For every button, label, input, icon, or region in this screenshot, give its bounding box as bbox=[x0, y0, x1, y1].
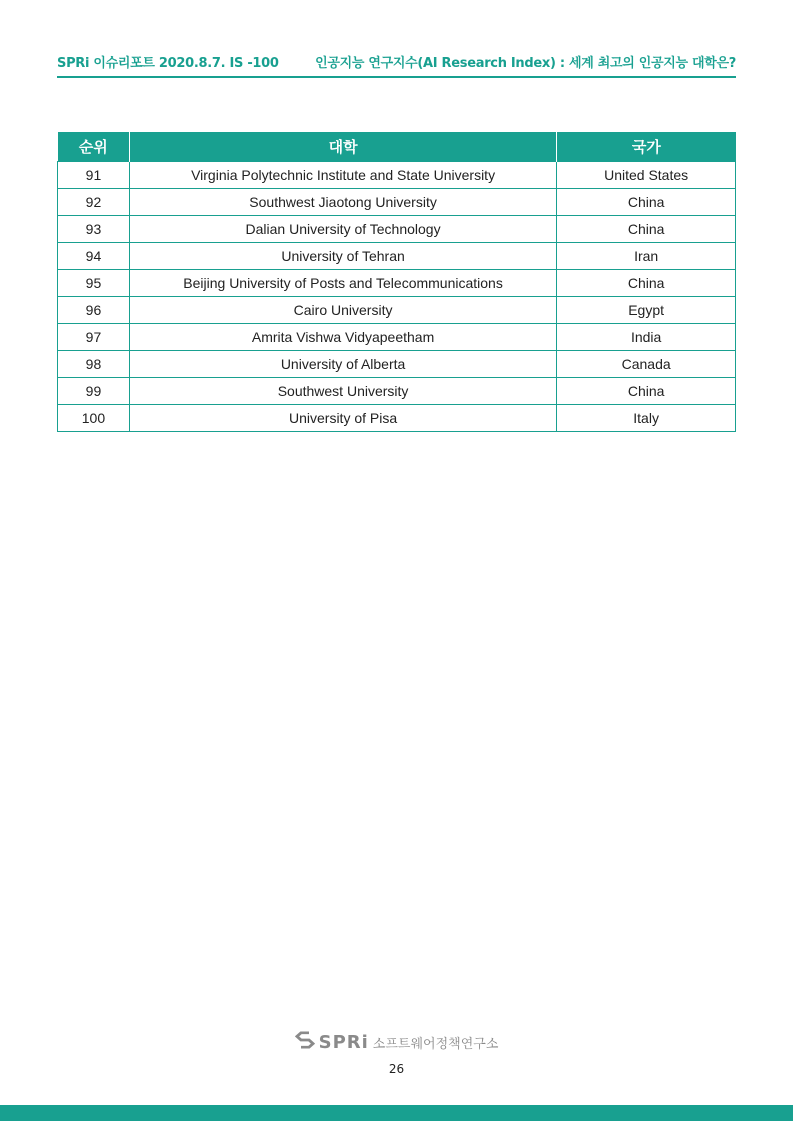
rank-cell: 100 bbox=[58, 405, 130, 432]
table-row bbox=[58, 405, 736, 432]
country-cell: India bbox=[557, 324, 736, 351]
column-header-country: 국가 bbox=[557, 132, 736, 162]
table-row bbox=[58, 162, 736, 189]
university-cell: Southwest Jiaotong University bbox=[129, 189, 556, 216]
university-cell: University of Alberta bbox=[129, 351, 556, 378]
table-row bbox=[58, 324, 736, 351]
rank-cell: 95 bbox=[58, 270, 130, 297]
table-row bbox=[58, 270, 736, 297]
country-cell: China bbox=[557, 189, 736, 216]
ranking-table bbox=[57, 132, 736, 432]
country-cell: China bbox=[557, 378, 736, 405]
table-header-row bbox=[58, 132, 736, 162]
rank-cell: 91 bbox=[58, 162, 130, 189]
table-row bbox=[58, 297, 736, 324]
university-cell: Amrita Vishwa Vidyapeetham bbox=[129, 324, 556, 351]
rank-cell: 98 bbox=[58, 351, 130, 378]
rank-cell: 92 bbox=[58, 189, 130, 216]
rank-cell: 97 bbox=[58, 324, 130, 351]
org-name: 소프트웨어정책연구소 bbox=[372, 1036, 499, 1052]
university-cell: Dalian University of Technology bbox=[129, 216, 556, 243]
table-row bbox=[58, 189, 736, 216]
column-header-university: 대학 bbox=[129, 132, 556, 162]
footer-logo bbox=[0, 1030, 793, 1054]
university-cell: Beijing University of Posts and Telecommunications bbox=[129, 270, 556, 297]
table-row bbox=[58, 351, 736, 378]
header-rule bbox=[57, 76, 736, 78]
bottom-accent-bar bbox=[0, 1105, 793, 1121]
running-header bbox=[57, 50, 736, 72]
rank-cell: 96 bbox=[58, 297, 130, 324]
university-cell: Southwest University bbox=[129, 378, 556, 405]
rank-cell: 93 bbox=[58, 216, 130, 243]
logo-wordmark: SPRi bbox=[318, 1031, 369, 1053]
university-cell: University of Pisa bbox=[129, 405, 556, 432]
report-id: SPRi 이슈리포트 2020.8.7. IS -100 bbox=[57, 55, 279, 71]
country-cell: United States bbox=[557, 162, 736, 189]
country-cell: Iran bbox=[557, 243, 736, 270]
country-cell: China bbox=[557, 216, 736, 243]
table-row bbox=[58, 243, 736, 270]
rank-cell: 99 bbox=[58, 378, 130, 405]
report-title: 인공지능 연구지수(AI Research Index) : 세계 최고의 인공지능 대학은? bbox=[315, 55, 736, 71]
table-row bbox=[58, 216, 736, 243]
university-cell: Virginia Polytechnic Institute and State University bbox=[129, 162, 556, 189]
page-number: 26 bbox=[388, 1062, 405, 1076]
country-cell: Canada bbox=[557, 351, 736, 378]
column-header-rank: 순위 bbox=[58, 132, 130, 162]
university-cell: University of Tehran bbox=[129, 243, 556, 270]
country-cell: Italy bbox=[557, 405, 736, 432]
university-cell: Cairo University bbox=[129, 297, 556, 324]
country-cell: Egypt bbox=[557, 297, 736, 324]
spri-logo-icon bbox=[295, 1031, 315, 1054]
table-row bbox=[58, 378, 736, 405]
country-cell: China bbox=[557, 270, 736, 297]
rank-cell: 94 bbox=[58, 243, 130, 270]
